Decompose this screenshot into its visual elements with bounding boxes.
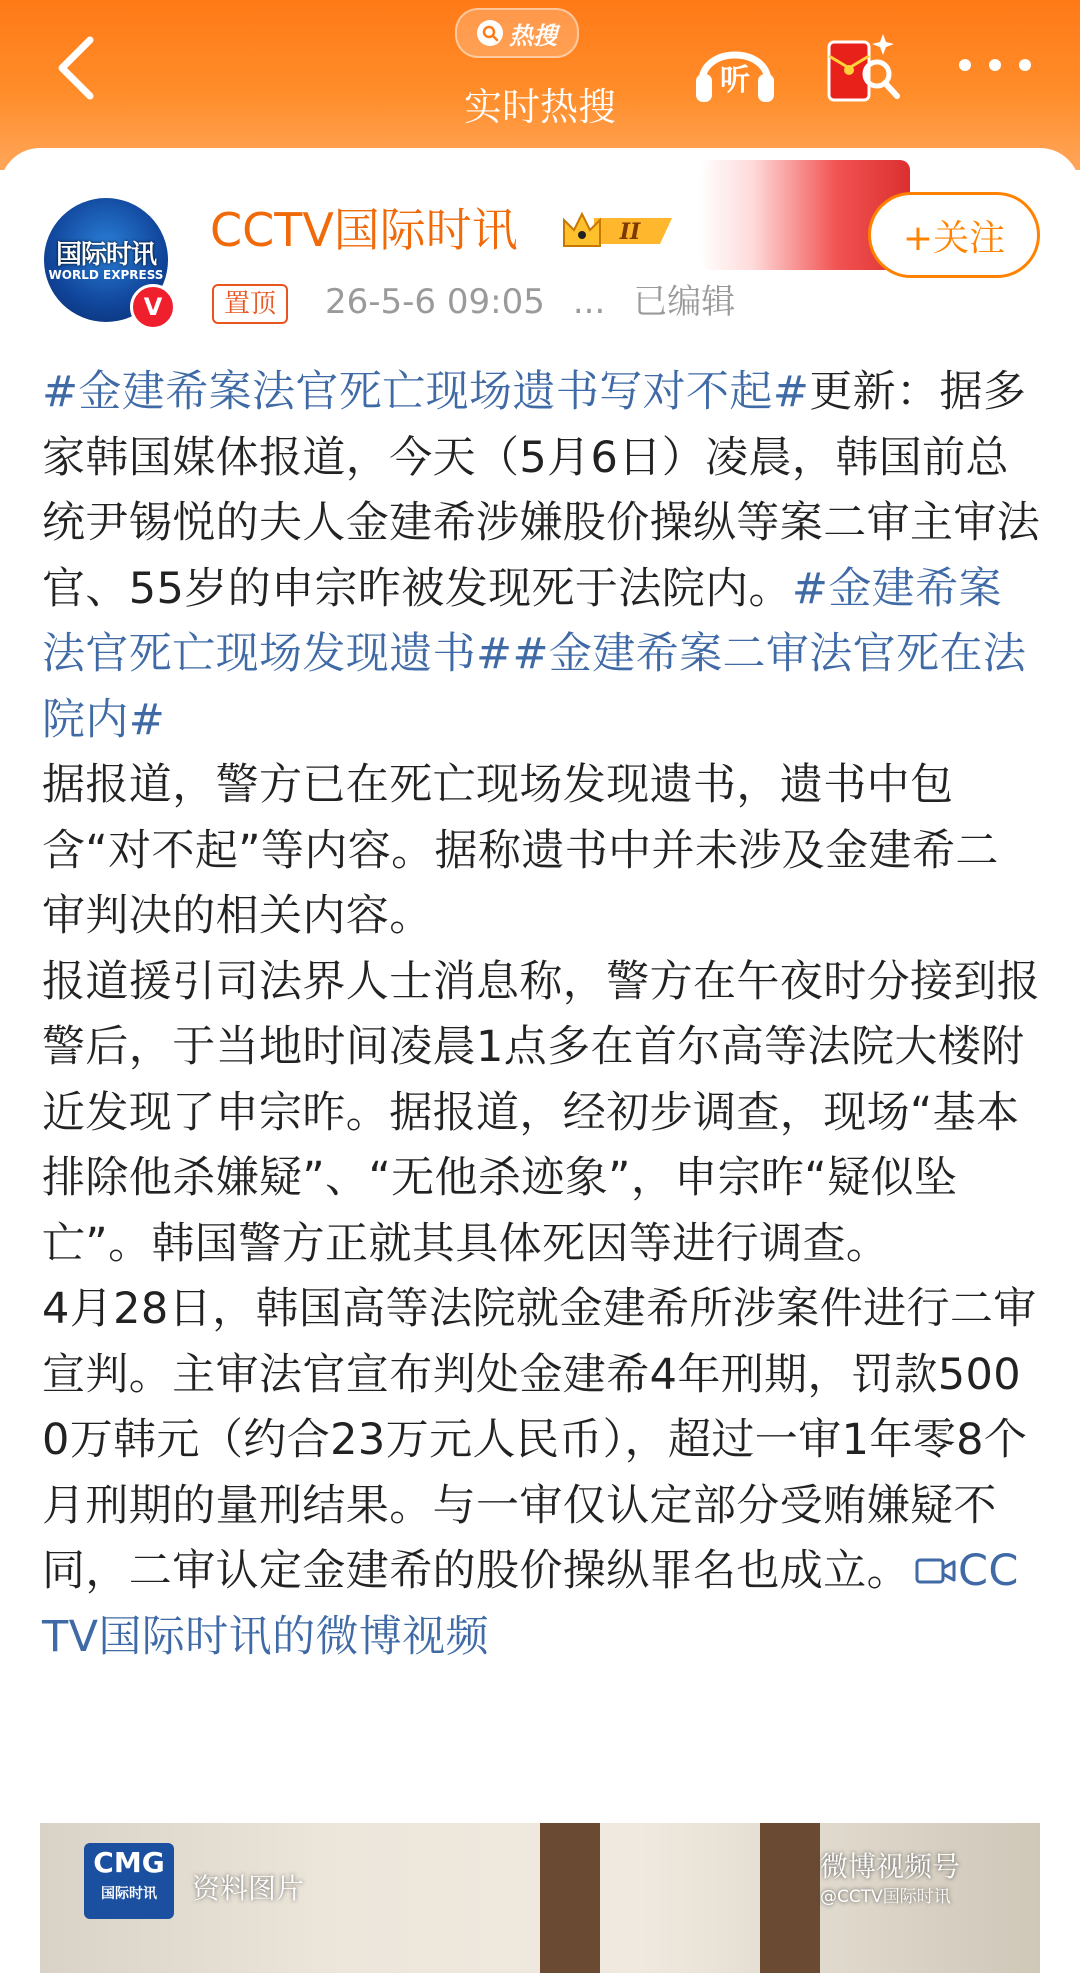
video-scene-pillar — [760, 1823, 820, 1973]
post-meta — [325, 278, 763, 326]
red-envelope-icon — [825, 24, 905, 114]
video-caption: 资料图片 — [192, 1872, 305, 1905]
post-text: 报道援引司法界人士消息称，警方在午夜时分接到报警后，于当地时间凌晨1点多在首尔高等法院大楼附近发现了申宗昨。据报道，经初步调查，现场“基本排除他杀嫌疑”、“无他杀迹象”，申宗昨“疑似坠亡”。韩国警方正就其具体死因等进行调查。 — [42, 956, 1041, 1269]
weibo-video-watermark — [820, 1849, 960, 1909]
cmg-logo-text: CMG — [93, 1846, 165, 1879]
post-text: 更新：据多家韩国媒体报道，今天（5月6日）凌晨，韩国前总统尹锡悦的夫人金建希涉嫌股价操纵等案二审主审法官、55岁的申宗昨被发现死于法院内。 — [42, 367, 1041, 614]
hot-search-pill[interactable] — [455, 8, 579, 58]
top-bar — [0, 0, 1080, 170]
more-button[interactable] — [950, 40, 1040, 90]
crown-level: II — [619, 219, 641, 245]
post-body — [42, 360, 1042, 1670]
watermark-handle: @CCTV国际时讯 — [820, 1887, 951, 1907]
listen-label: 听 — [720, 63, 750, 98]
hot-search-label: 热搜 — [509, 21, 557, 50]
video-scene-pillar — [540, 1823, 600, 1973]
video-thumbnail[interactable] — [40, 1823, 1040, 1973]
edited-label[interactable]: 已编辑 — [633, 282, 736, 322]
hashtag-link[interactable]: #金建希案法官死亡现场发现遗书# — [42, 563, 1002, 679]
verified-badge: V — [130, 284, 176, 330]
video-link-label: CCTV国际时讯的微博视频 — [42, 1546, 1019, 1662]
search-icon — [477, 20, 503, 46]
cmg-logo — [84, 1843, 174, 1919]
post-timestamp: 26-5-6 09:05 — [325, 282, 545, 322]
author-name[interactable]: CCTV国际时讯 — [210, 203, 518, 257]
crown-icon — [560, 208, 680, 254]
member-crown-badge[interactable] — [560, 208, 680, 254]
cmg-logo-sub: 国际时讯 — [101, 1886, 157, 1902]
headphones-icon — [690, 24, 780, 114]
video-camera-icon — [914, 1553, 958, 1589]
follow-button[interactable]: +关注 — [868, 192, 1040, 278]
page-title: 实时热搜 — [463, 85, 616, 129]
post-text: 据报道，警方已在死亡现场发现遗书，遗书中包含“对不起”等内容。据称遗书中并未涉及金建希二审判决的相关内容。 — [42, 760, 999, 941]
listen-button[interactable] — [690, 24, 780, 114]
more-icon — [950, 40, 1040, 90]
hashtag-link[interactable]: #金建希案法官死亡现场遗书写对不起# — [42, 367, 810, 417]
hashtag-link[interactable]: #金建希案二审法官死在法院内# — [42, 629, 1027, 745]
avatar-logo-cn: 国际时讯 — [55, 240, 156, 270]
red-envelope-button[interactable] — [825, 24, 905, 114]
meta-ellipsis[interactable]: ... — [572, 282, 606, 322]
pinned-badge: 置顶 — [212, 284, 288, 324]
avatar-logo-en: WORLD EXPRESS — [48, 268, 164, 282]
post-text: 4月28日，韩国高等法院就金建希所涉案件进行二审宣判。主审法官宣布判处金建希4年刑期，罚款5000万韩元（约合23万元人民币），超过一审1年零8个月刑期的量刑结果。与一审仅认定部分受贿嫌疑不同，二审认定金建希的股价操纵罪名也成立。 — [42, 1284, 1037, 1596]
watermark-title: 微博视频号 — [820, 1850, 961, 1883]
